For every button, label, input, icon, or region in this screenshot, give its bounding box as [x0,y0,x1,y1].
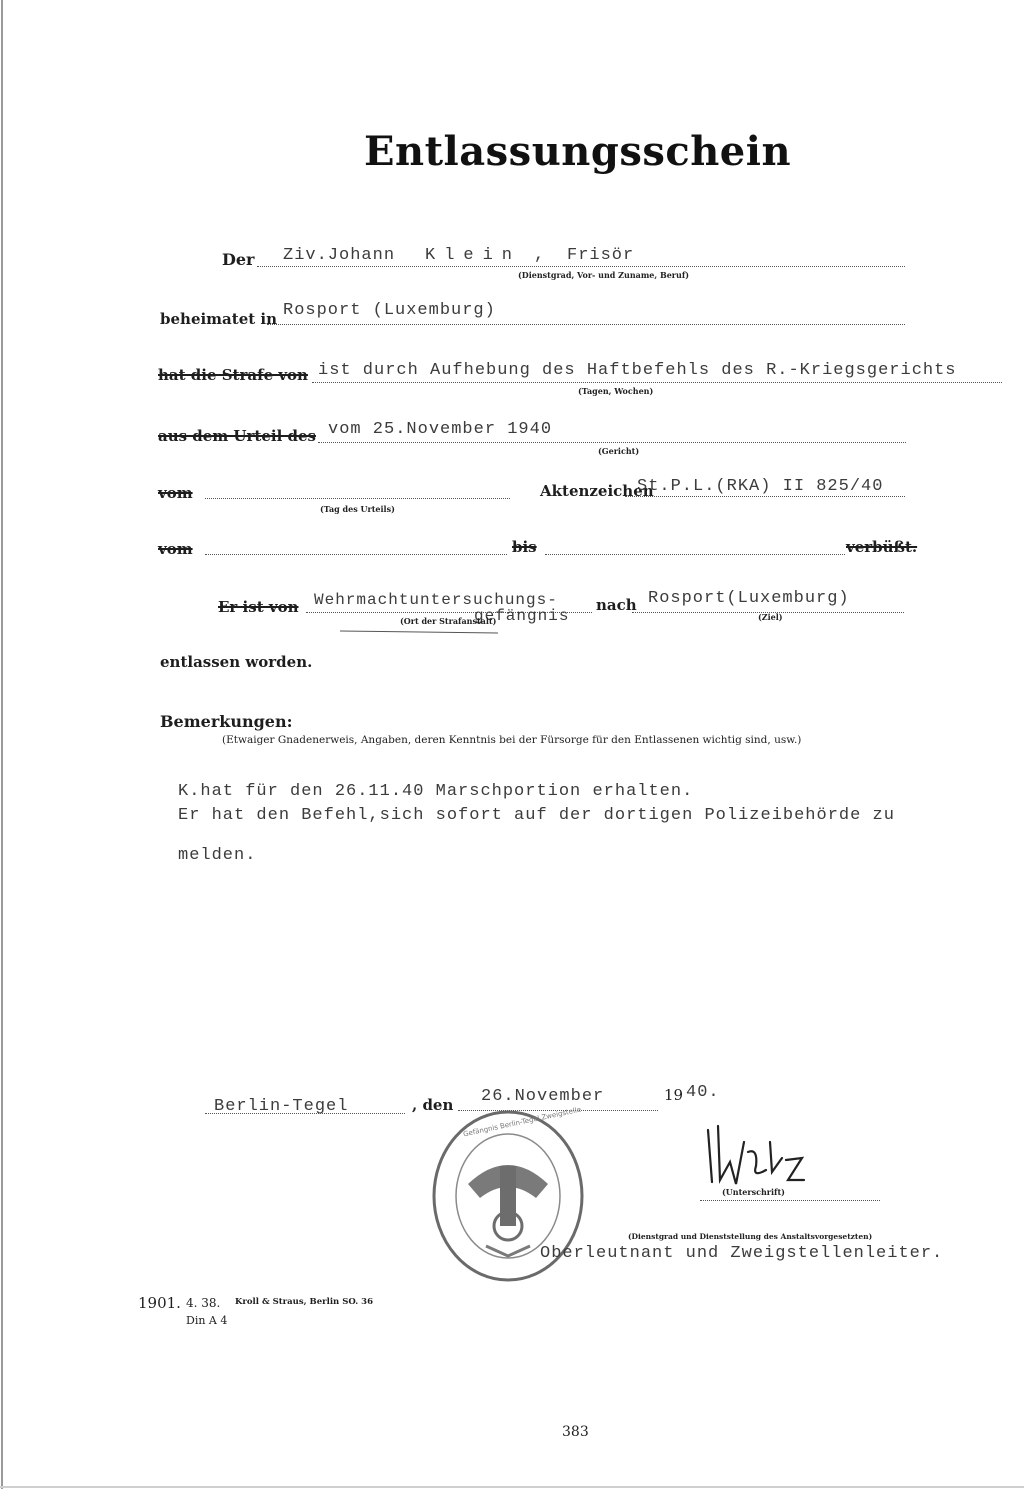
ziel-value: Rosport(Luxemburg) [648,589,850,608]
year-prefix: 19 [664,1086,684,1104]
ziel-caption: (Ziel) [758,612,783,622]
heimat-value: Rosport (Luxemburg) [283,301,496,320]
bis-label: bis [512,538,537,556]
person-caption: (Dienstgrad, Vor- und Zuname, Beruf) [518,270,690,280]
pen-stroke-line [340,628,500,636]
anstalt-value: Wehrmachtuntersuchungs- [314,591,558,609]
remark-line-3: melden. [178,846,257,865]
person-occupation: Frisör [567,246,635,265]
der-label: Der [222,250,255,269]
nach-label: nach [596,596,637,614]
paper-format: Din A 4 [186,1314,228,1327]
signature-caption: (Unterschrift) [722,1187,785,1197]
bis-line [545,554,845,555]
heimat-label: beheimatet in [160,310,277,328]
den-label: , den [412,1096,454,1114]
entlassen-label: entlassen worden. [160,653,313,671]
printer-name: Kroll & Straus, Berlin SO. 36 [235,1297,373,1307]
er-ist-label: Er ist von [218,598,299,616]
urteil-label: aus dem Urteil des [158,427,316,445]
printer-date: 4. 38. [186,1296,221,1310]
document-title: Entlassungsschein [364,128,792,175]
remark-line-1: K.hat für den 26.11.40 Marschportion erhalten. [178,782,694,801]
urteil-line [318,442,906,443]
strafe-label: hat die Strafe von [158,366,308,384]
bemerkungen-label: Bemerkungen: [160,712,293,731]
vom2-label: vom [158,540,193,558]
aktenzeichen-line [625,496,905,497]
page-number: 383 [562,1424,589,1440]
printer-number: 1901. [138,1294,181,1312]
strafe-value: ist durch Aufhebung des Haftbefehls des R.-Kriegsgerichts [318,361,957,380]
remark-line-2: Er hat den Befehl,sich sofort auf der dortigen Polizeibehörde zu [178,806,895,825]
aktenzeichen-value: St.P.L.(RKA) II 825/40 [637,477,884,496]
anstalt-value-continued: gefängnis [474,607,570,625]
year-suffix: 40. [686,1083,720,1102]
occupation-separator: , [534,246,546,265]
strafe-caption: (Tagen, Wochen) [578,386,654,396]
rank-value: Oberleutnant und Zweigstellenleiter. [540,1244,944,1263]
vom2-line [205,554,507,555]
strafe-line [312,382,1002,383]
place-line [205,1113,405,1114]
aktenzeichen-label: Aktenzeichen [540,482,654,500]
rank-caption: (Dienstgrad und Dienststellung des Anstaltsvorgesetzten) [628,1232,873,1241]
verbuesst-label: verbüßt. [846,538,918,556]
vom-label: vom [158,484,193,502]
place-value: Berlin-Tegel [214,1097,349,1116]
person-name: Ziv.Johann [283,246,396,265]
person-surname: Klein [425,246,522,265]
person-line [257,266,905,267]
heimat-line [267,324,905,325]
anstalt-caption: (Ort der Strafanstalt) [400,616,497,626]
signature-line [700,1200,880,1201]
vom-caption: (Tag des Urteils) [320,504,395,514]
urteil-value: vom 25.November 1940 [328,420,553,439]
urteil-caption: (Gericht) [598,446,640,456]
vom-line [205,498,510,499]
bemerkungen-caption: (Etwaiger Gnadenerweis, Angaben, deren Kenntnis bei der Fürsorge für den Entlassenen wichtig sind, usw.) [222,734,802,746]
stamp-inscription: Gefängnis Berlin-Tegel Zweigstelle [462,1105,582,1139]
date-value: 26.November [481,1087,605,1106]
